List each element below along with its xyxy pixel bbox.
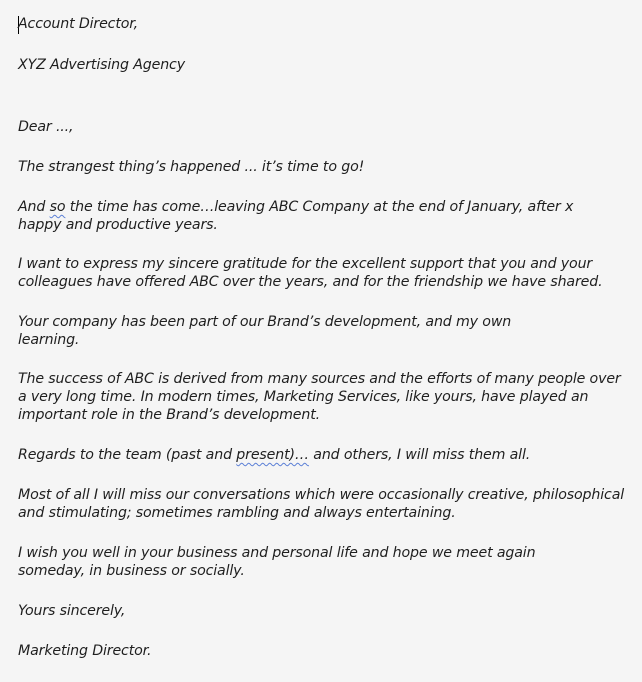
paragraph-6-text-b: and others, I will miss them all. <box>308 447 531 463</box>
paragraph-8-line-1: I wish you well in your business and personal life and hope we meet again <box>18 545 536 561</box>
paragraph-2-text-a: And <box>18 199 50 215</box>
closing: Yours sincerely, <box>18 603 126 619</box>
paragraph-2-line-1 <box>18 199 573 215</box>
signature: Marketing Director. <box>18 643 152 659</box>
paragraph-2-line-2: happy and productive years. <box>18 217 218 233</box>
paragraph-8-line-2: someday, in business or socially. <box>18 563 245 579</box>
paragraph-1: The strangest thing’s happened ... it’s time to go! <box>18 159 365 175</box>
paragraph-3-line-2: colleagues have offered ABC over the years, and for the friendship we have shared. <box>18 274 603 290</box>
paragraph-6 <box>18 447 530 463</box>
paragraph-5-line-2: a very long time. In modern times, Marketing Services, like yours, have played an <box>18 389 589 405</box>
paragraph-7-line-2: and stimulating; sometimes rambling and always entertaining. <box>18 505 456 521</box>
recipient-title: Account Director, <box>18 16 139 32</box>
paragraph-6-text-a: Regards to the team (past and <box>18 447 237 463</box>
paragraph-7-line-1: Most of all I will miss our conversations which were occasionally creative, philosophical <box>18 487 625 503</box>
paragraph-4-line-2: learning. <box>18 332 80 348</box>
paragraph-2-text-b: the time has come…leaving ABC Company at the end of January, after x <box>65 199 574 215</box>
paragraph-5-line-1: The success of ABC is derived from many sources and the efforts of many people over <box>18 371 621 387</box>
spelling-flag-so[interactable]: so <box>49 199 66 215</box>
paragraph-5-line-3: important role in the Brand’s development. <box>18 407 321 423</box>
salutation: Dear ..., <box>18 119 74 135</box>
spelling-flag-present[interactable]: present)… <box>236 447 309 463</box>
recipient-company: XYZ Advertising Agency <box>18 57 185 73</box>
paragraph-4-line-1: Your company has been part of our Brand’s development, and my own <box>18 314 512 330</box>
paragraph-3-line-1: I want to express my sincere gratitude for the excellent support that you and your <box>18 256 593 272</box>
